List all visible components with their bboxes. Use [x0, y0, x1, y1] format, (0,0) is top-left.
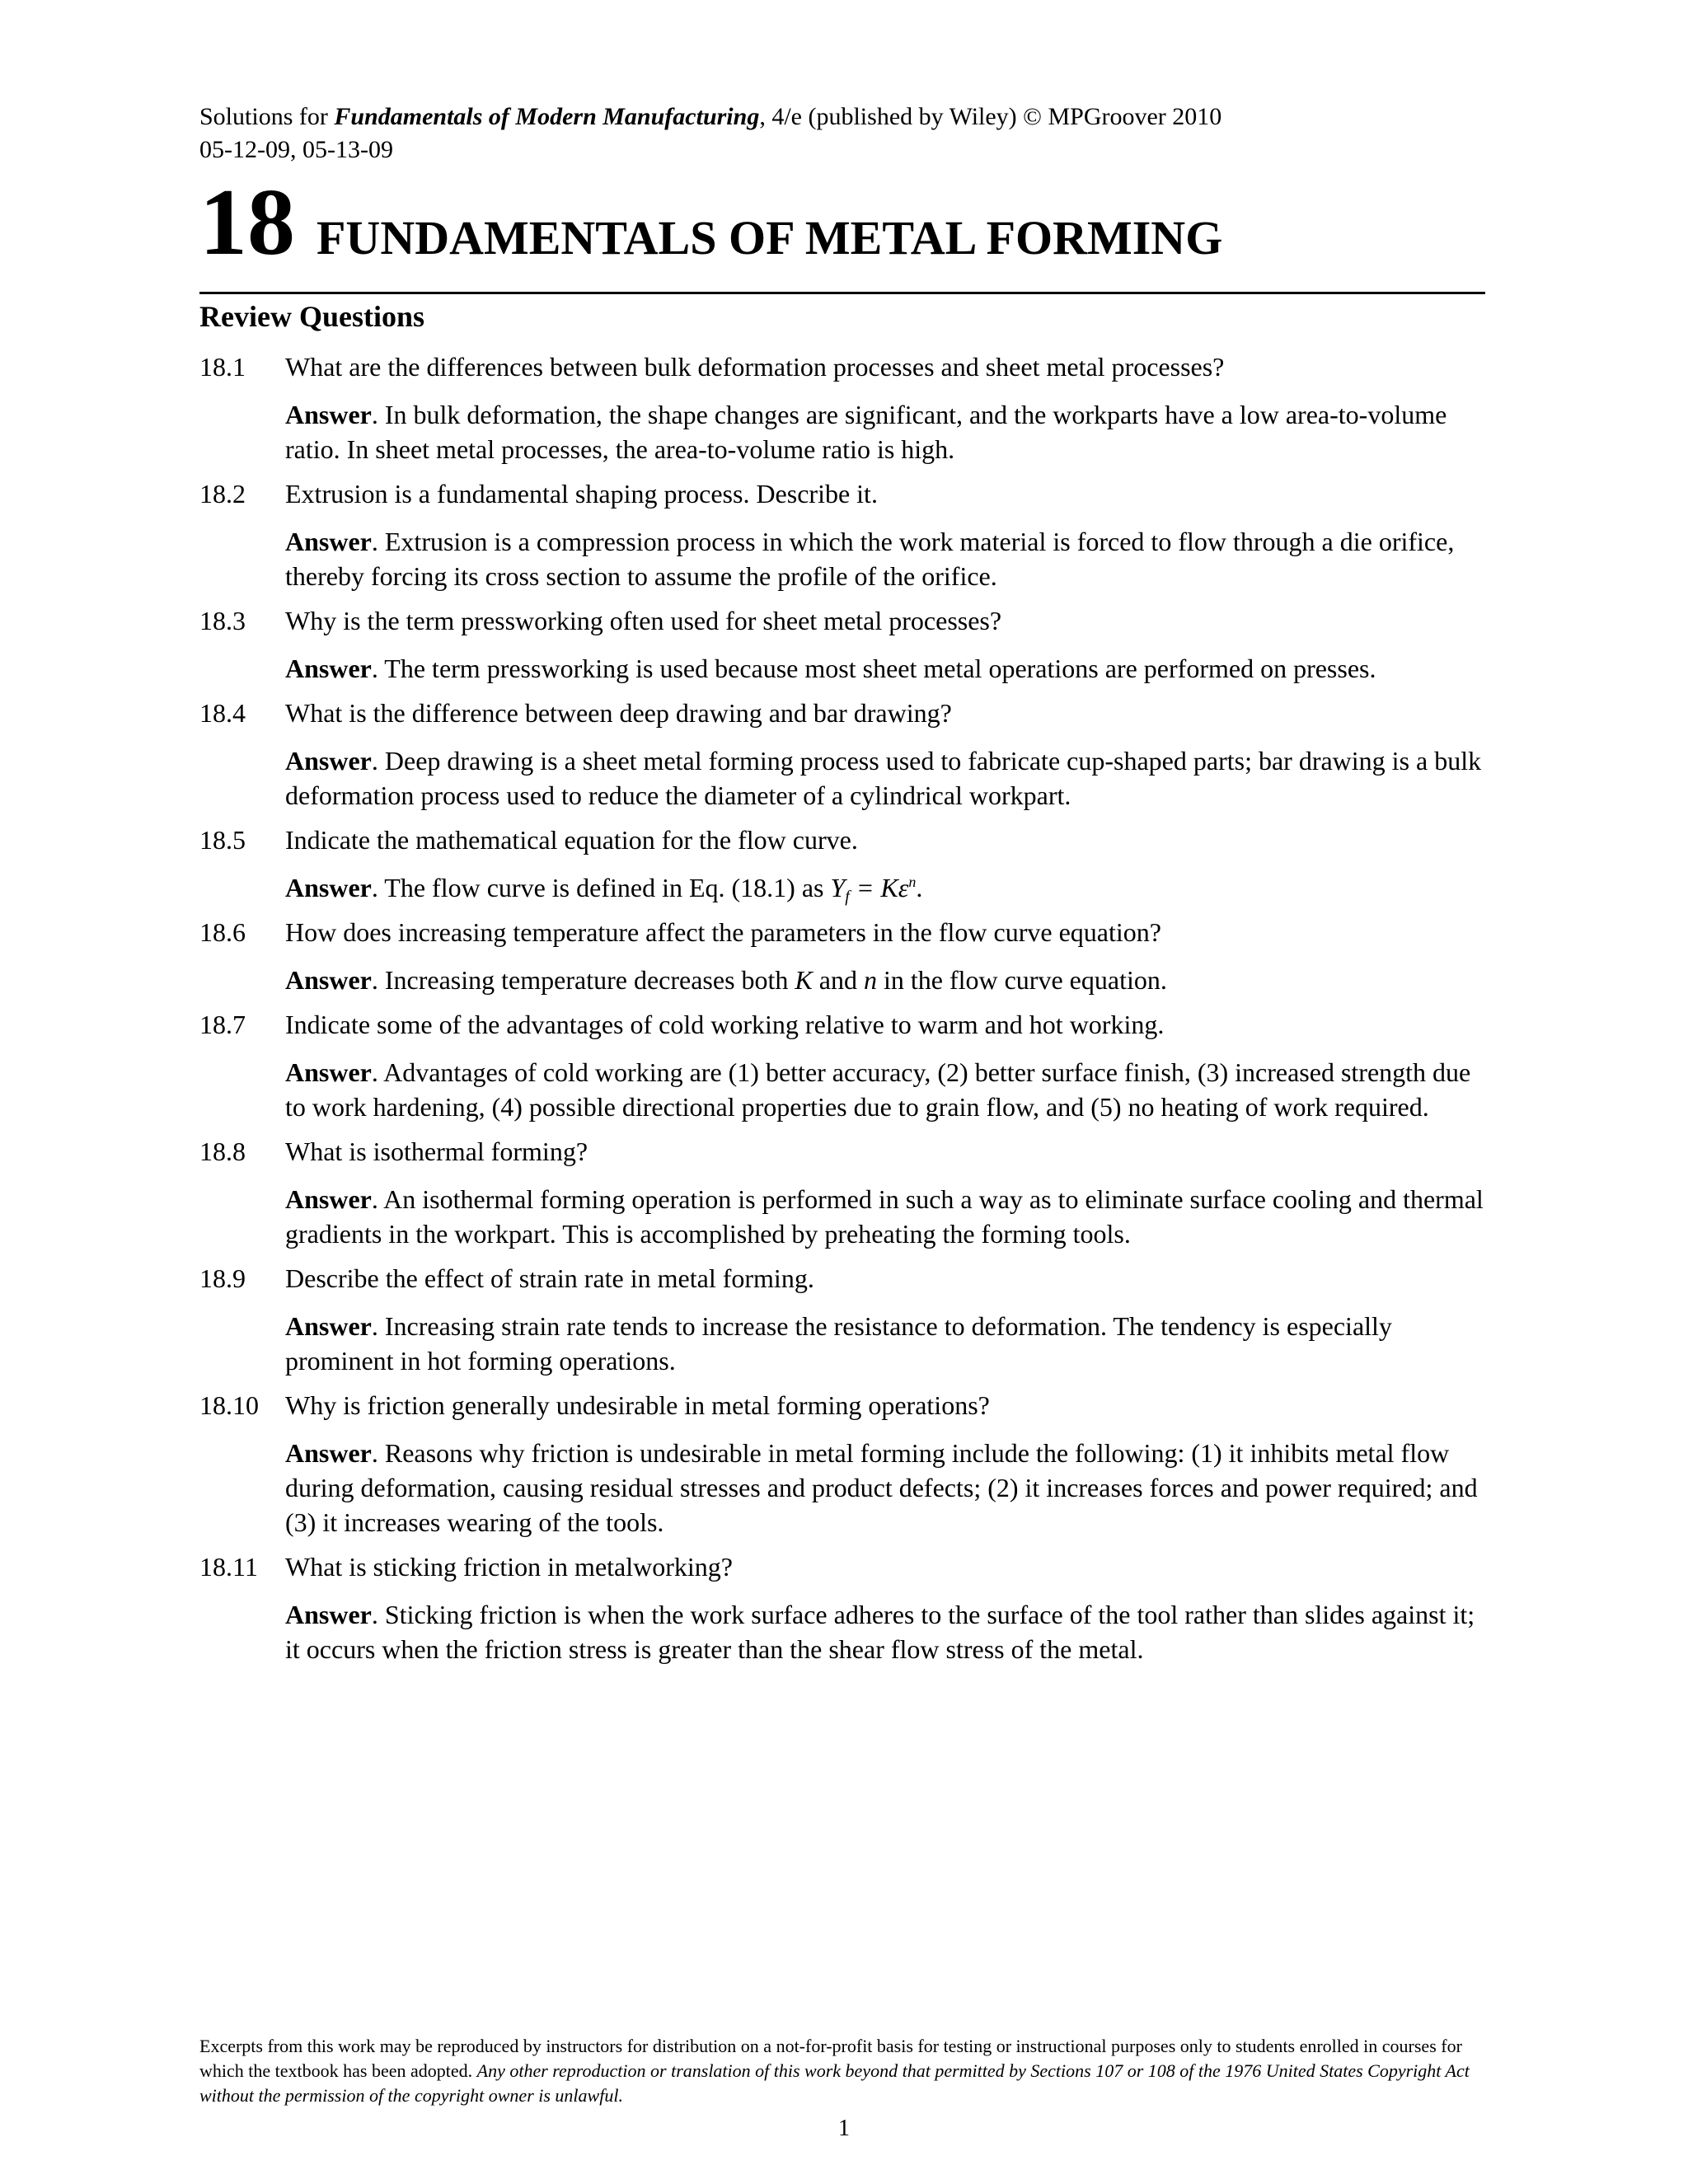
answer-text — [285, 1597, 1485, 1666]
question-number: 18.1 — [199, 352, 246, 382]
question-text: Indicate the mathematical equation for the flow curve. — [285, 825, 858, 855]
question-item — [199, 476, 1485, 593]
page-number: 1 — [838, 2116, 850, 2141]
question-number: 18.3 — [199, 606, 246, 635]
question-item — [199, 1549, 1485, 1666]
page-header — [199, 101, 1485, 166]
answer-label: Answer — [285, 1184, 372, 1214]
answer-label: Answer — [285, 1438, 372, 1468]
answer-body: . The term pressworking is used because most sheet metal operations are performed on presses. — [371, 654, 1376, 683]
answer-body: . Increasing strain rate tends to increase the resistance to deformation. The tendency is especially prominent in hot forming operations. — [285, 1311, 1392, 1376]
book-title: Fundamentals of Modern Manufacturing — [334, 103, 760, 130]
param-n: n — [863, 965, 877, 995]
question-item — [199, 1007, 1485, 1124]
answer-text — [285, 870, 1485, 905]
answer-body: . Extrusion is a compression process in which the work material is forced to flow through a die orifice, thereby forcing its cross section to assume the profile of the orifice. — [285, 527, 1455, 591]
answer-body: . Reasons why friction is undesirable in metal forming include the following: (1) it inhibits metal flow during deformation, causing residual stresses and product defects; (2) it increases forces and power required; and (3) it increases wearing of the tools. — [285, 1438, 1478, 1537]
question-item — [199, 349, 1485, 466]
chapter-heading — [199, 170, 1485, 275]
header-prefix: Solutions for — [199, 103, 335, 130]
eq-y: Y — [830, 873, 846, 902]
question-text: What is isothermal forming? — [285, 1137, 588, 1166]
answer-body: in the flow curve equation. — [876, 965, 1167, 995]
answer-text — [285, 1436, 1485, 1540]
answer-label: Answer — [285, 1057, 372, 1087]
question-number: 18.11 — [199, 1552, 258, 1582]
eq-mid: = Kε — [849, 873, 909, 902]
question-item — [199, 1134, 1485, 1251]
answer-text — [285, 397, 1485, 466]
question-item — [199, 1261, 1485, 1378]
answer-text — [285, 524, 1485, 593]
answer-label: Answer — [285, 654, 372, 683]
answer-label: Answer — [285, 965, 372, 995]
eq-superscript: n — [908, 874, 917, 890]
answer-label: Answer — [285, 527, 372, 556]
question-item — [199, 1388, 1485, 1540]
question-number: 18.5 — [199, 825, 246, 855]
question-text: What is sticking friction in metalworking? — [285, 1552, 733, 1582]
answer-text — [285, 743, 1485, 813]
review-questions-list — [199, 349, 1485, 1676]
section-heading: Review Questions — [199, 300, 424, 333]
question-number: 18.9 — [199, 1263, 246, 1293]
question-text: How does increasing temperature affect the parameters in the flow curve equation? — [285, 917, 1161, 947]
answer-label: Answer — [285, 400, 372, 429]
answer-label: Answer — [285, 873, 372, 902]
answer-body: . Sticking friction is when the work surface adheres to the surface of the tool rather than slides against it; it occurs when the friction stress is greater than the shear flow stress of the metal. — [285, 1600, 1475, 1664]
answer-text — [285, 651, 1485, 686]
question-text: Indicate some of the advantages of cold working relative to warm and hot working. — [285, 1010, 1165, 1039]
question-number: 18.8 — [199, 1137, 246, 1166]
question-text: What are the differences between bulk deformation processes and sheet metal processes? — [285, 352, 1225, 382]
header-suffix: , 4/e (published by Wiley) © MPGroover 2010 — [759, 103, 1222, 130]
question-number: 18.7 — [199, 1010, 246, 1039]
param-k: K — [795, 965, 813, 995]
eq-subscript: f — [845, 888, 850, 906]
question-text: Why is the term pressworking often used for sheet metal processes? — [285, 606, 1002, 635]
copyright-footer — [199, 2034, 1485, 2108]
question-number: 18.10 — [199, 1390, 259, 1420]
question-number: 18.2 — [199, 479, 246, 509]
header-line-1 — [199, 101, 1485, 134]
answer-body: . The flow curve is defined in Eq. (18.1) as — [371, 873, 831, 902]
answer-body: . Increasing temperature decreases both — [371, 965, 795, 995]
answer-body: . In bulk deformation, the shape changes are significant, and the workparts have a low area-to-volume ratio. In sheet metal processes, the area-to-volume ratio is high. — [285, 400, 1447, 464]
answer-text — [285, 1055, 1485, 1124]
answer-text — [285, 1182, 1485, 1251]
footer-italic-text: Any other reproduction or translation of this work beyond that permitted by Sections 107 or 108 of the 1976 United States Copyright Act without the permission of the copyright owner is unlawful. — [199, 2060, 1470, 2106]
heading-rule — [199, 292, 1485, 294]
answer-text — [285, 963, 1485, 997]
answer-label: Answer — [285, 1311, 372, 1341]
question-number: 18.6 — [199, 917, 246, 947]
chapter-number: 18 — [199, 170, 295, 275]
question-text: Why is friction generally undesirable in metal forming operations? — [285, 1390, 990, 1420]
question-item — [199, 696, 1485, 813]
answer-label: Answer — [285, 746, 372, 776]
question-item — [199, 915, 1485, 997]
question-text: What is the difference between deep drawing and bar drawing? — [285, 698, 952, 728]
flow-curve-equation — [830, 873, 917, 906]
answer-body: . An isothermal forming operation is performed in such a way as to eliminate surface cooling and thermal gradients in the workpart. This is accomplished by preheating the forming tools. — [285, 1184, 1484, 1249]
footer-text: Excerpts from this work may be reproduced by instructors for distribution on a not-for-profit basis for testing or instructional purposes only to students enrolled in courses for which the textbook has been adopted. — [199, 2036, 1462, 2081]
chapter-title: FUNDAMENTALS OF METAL FORMING — [316, 211, 1223, 265]
answer-label: Answer — [285, 1600, 372, 1629]
header-dates: 05-12-09, 05-13-09 — [199, 136, 393, 163]
question-text: Extrusion is a fundamental shaping process. Describe it. — [285, 479, 878, 509]
answer-body: . Deep drawing is a sheet metal forming process used to fabricate cup-shaped parts; bar drawing is a bulk deformation process used to reduce the diameter of a cylindrical workpart. — [285, 746, 1482, 810]
question-number: 18.4 — [199, 698, 246, 728]
question-item — [199, 603, 1485, 686]
question-item — [199, 823, 1485, 905]
question-text: Describe the effect of strain rate in metal forming. — [285, 1263, 814, 1293]
answer-body: . Advantages of cold working are (1) better accuracy, (2) better surface finish, (3) increased strength due to work hardening, (4) possible directional properties due to grain flow, and (5) no heating of work required. — [285, 1057, 1471, 1122]
eq-end: . — [916, 873, 923, 902]
answer-body: and — [812, 965, 864, 995]
answer-text — [285, 1309, 1485, 1378]
